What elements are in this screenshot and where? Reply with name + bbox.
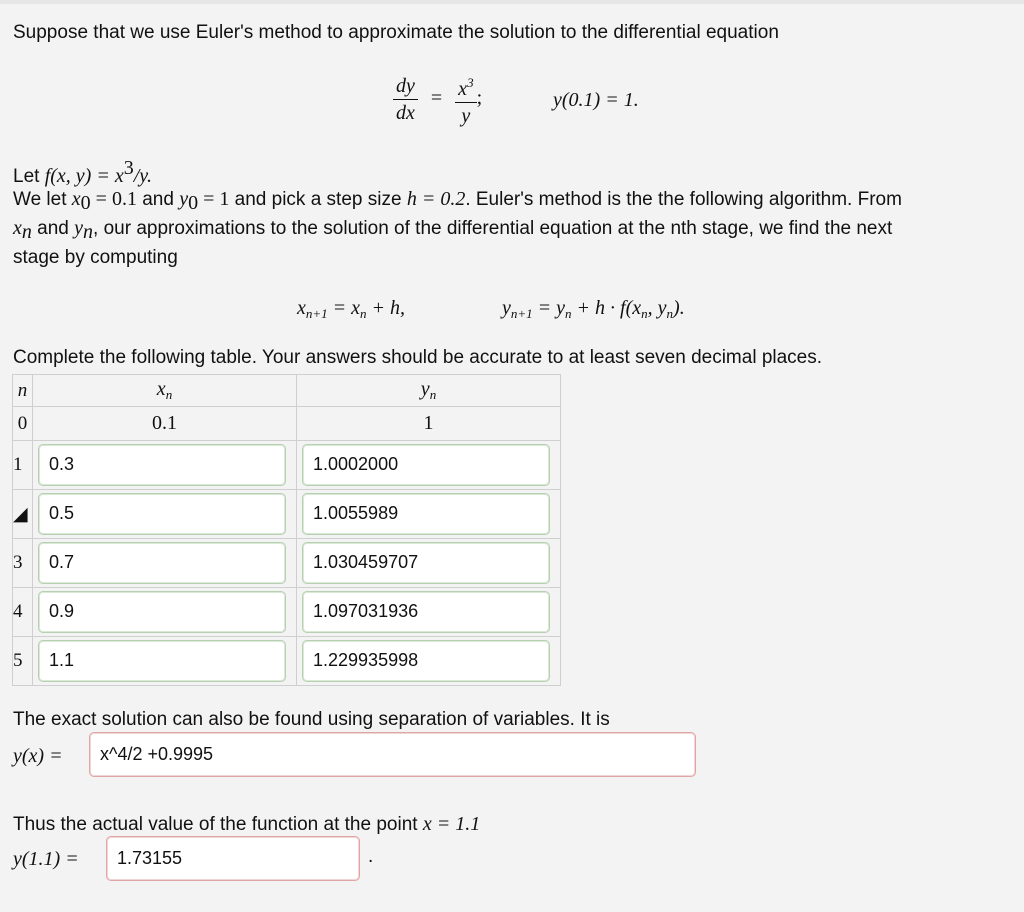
initial-condition: y(0.1) = 1. (553, 89, 639, 111)
dy-dx-fraction: $\frac{dy}{dx}$ (393, 73, 418, 126)
table-header-row (13, 375, 561, 407)
euler-table (12, 374, 561, 686)
x-answer-input[interactable]: 0.7 (38, 542, 286, 584)
x-recurrence: $x_{n+1} = x_n + h$, (297, 297, 406, 321)
y-value: 1 (297, 407, 561, 441)
table-row (13, 588, 561, 637)
header-y: $y_n$ (297, 375, 561, 407)
actual-value-text: Thus the actual value of the function at the point x = 1.1 (13, 813, 481, 835)
x-value: 0.1 (33, 407, 297, 441)
para-line-1: We let $x_0 = 0.1$ and $y_0 = 1$ and pick a step size h = 0.2. Euler's method is the the following algorithm. From (13, 188, 902, 214)
table-row (13, 637, 561, 686)
row-index: ◢ (13, 490, 33, 539)
actual-value-input[interactable]: 1.73155 (106, 836, 360, 881)
row-index: 3 (13, 539, 33, 588)
table-instruction: Complete the following table. Your answers should be accurate to at least seven decimal places. (13, 347, 823, 368)
y-answer-input[interactable]: 1.030459707 (302, 542, 550, 584)
x-answer-input[interactable]: 0.5 (38, 493, 286, 535)
exact-solution-label: y(x) = (13, 745, 63, 767)
y-answer-input[interactable]: 1.0055989 (302, 493, 550, 535)
exact-solution-input[interactable]: x^4/2 +0.9995 (89, 732, 696, 777)
x-answer-input[interactable]: 1.1 (38, 640, 286, 682)
top-border (0, 0, 1024, 4)
para-line-2: $x_n$ and $y_n$, our approximations to the solution of the differential equation at the nth stage, we find the next (13, 217, 893, 243)
header-n: n (13, 375, 33, 407)
trailing-period: . (368, 846, 374, 867)
x-answer-input[interactable]: 0.3 (38, 444, 286, 486)
x-answer-input[interactable]: 0.9 (38, 591, 286, 633)
y-answer-input[interactable]: 1.229935998 (302, 640, 550, 682)
exact-solution-text: The exact solution can also be found using separation of variables. It is (13, 709, 610, 730)
table-row (13, 490, 561, 539)
header-x: $x_n$ (33, 375, 297, 407)
table-row (13, 441, 561, 490)
y-answer-input[interactable]: 1.0002000 (302, 444, 550, 486)
para-line-3: stage by computing (13, 247, 178, 268)
row-index: 1 (13, 441, 33, 490)
ode-equation: $\frac{dy}{dx}$ = $\frac{x^3}{y}$ ; (393, 70, 482, 129)
y-recurrence: $y_{n+1} = y_n + h \cdot f(x_n$, $y_n$). (502, 297, 685, 321)
row-index: 0 (13, 407, 33, 441)
x3-over-y-fraction: $\frac{x^3}{y}$ (455, 70, 476, 129)
actual-value-label: y(1.1) = (13, 848, 79, 870)
let-line: Let f(x, $y) = x^3/y$. (13, 157, 153, 187)
row-index: 5 (13, 637, 33, 686)
table-row (13, 407, 561, 441)
y-answer-input[interactable]: 1.097031936 (302, 591, 550, 633)
row-index: 4 (13, 588, 33, 637)
intro-text: Suppose that we use Euler's method to approximate the solution to the differential equation (13, 22, 779, 43)
table-row (13, 539, 561, 588)
